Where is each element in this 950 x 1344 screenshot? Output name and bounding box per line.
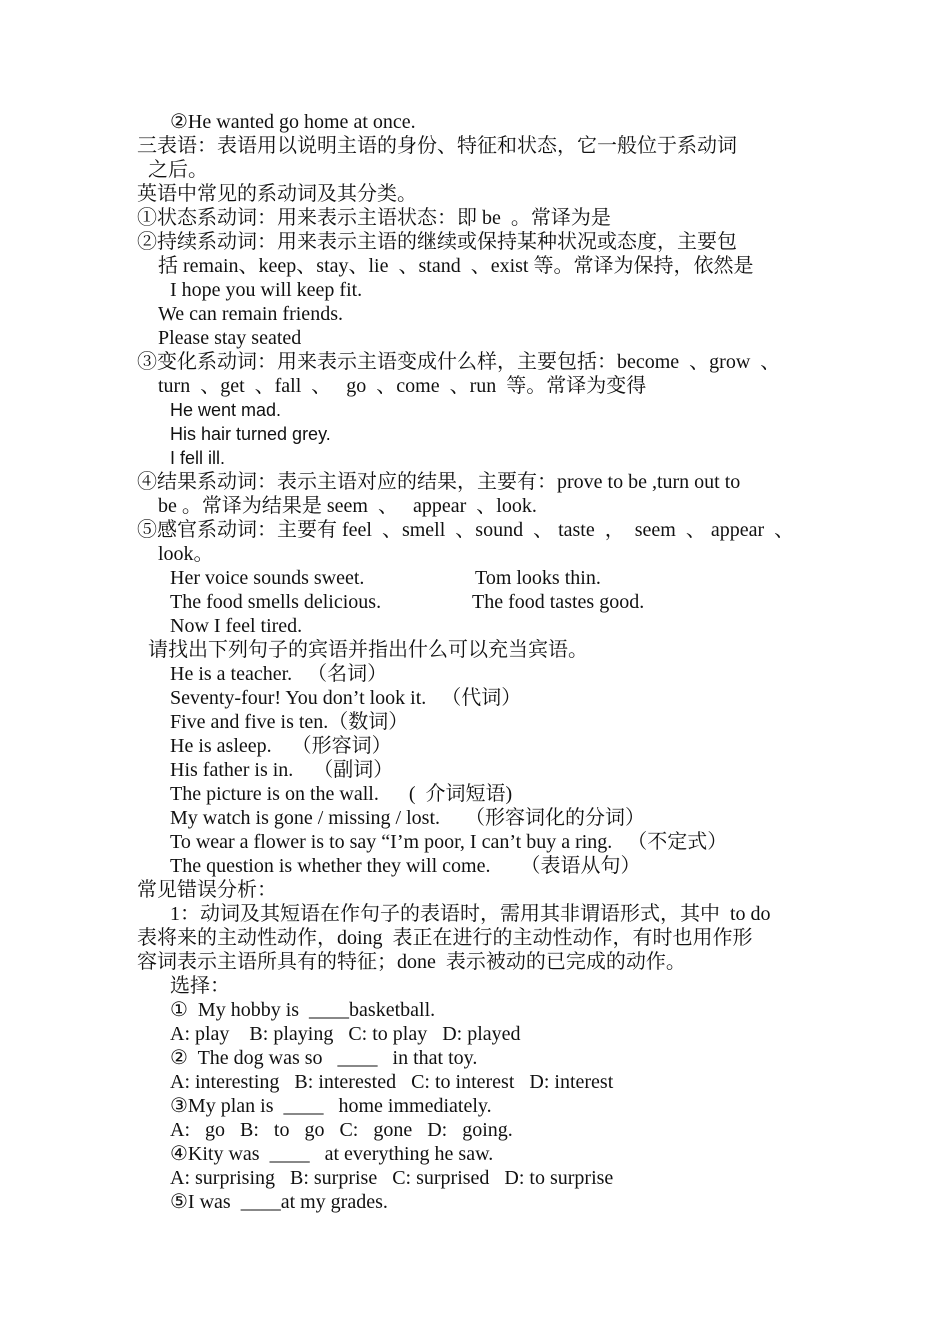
text-line: A: play B: playing C: to play D: played xyxy=(170,1023,521,1045)
text-line: A: go B: to go C: gone D: going. xyxy=(170,1119,513,1141)
text-line: ③My plan is ____ home immediately. xyxy=(170,1095,492,1117)
text-line: He is asleep. （形容词） xyxy=(170,735,392,757)
text-line: He went mad. xyxy=(170,400,282,420)
text-line: Now I feel tired. xyxy=(170,615,303,637)
text-line: 之后。 xyxy=(148,159,208,181)
text-line: His hair turned grey. xyxy=(170,424,331,444)
text-line: 常见错误分析： xyxy=(137,879,277,901)
text-line: ④Kity was ____ at everything he saw. xyxy=(170,1143,494,1165)
text-line: I hope you will keep fit. xyxy=(170,279,363,301)
text-line: The food smells delicious. xyxy=(170,591,382,613)
text-line: ②He wanted go home at once. xyxy=(170,111,416,133)
text-line: ⑤感官系动词：主要有 feel 、smell 、sound 、 taste ， seem 、 appear 、 xyxy=(137,519,795,541)
text-line: Tom looks thin. xyxy=(475,567,601,589)
text-line: 三表语：表语用以说明主语的身份、特征和状态，它一般位于系动词 xyxy=(137,135,737,157)
text-line: be 。常译为结果是 seem 、 appear 、look. xyxy=(158,495,537,517)
text-line: ④结果系动词：表示主语对应的结果，主要有：prove to be ,turn out to xyxy=(137,471,741,493)
text-line: ③变化系动词：用来表示主语变成什么样，主要包括：become 、grow 、 xyxy=(137,351,781,373)
text-line: 1：动词及其短语在作句子的表语时，需用其非谓语形式，其中 to do xyxy=(170,903,771,925)
text-line: A: interesting B: interested C: to interest D: interest xyxy=(170,1071,614,1093)
text-line: 括 remain、keep、stay、lie 、stand 、exist 等。常译为保持，依然是 xyxy=(158,255,754,277)
text-line: ① My hobby is ____basketball. xyxy=(170,999,436,1021)
text-line: I fell ill. xyxy=(170,448,226,468)
text-line: My watch is gone / missing / lost. （形容词化的分词） xyxy=(170,807,645,829)
text-line: 容词表示主语所具有的特征；done 表示被动的已完成的动作。 xyxy=(137,951,686,973)
text-line: The food tastes good. xyxy=(472,591,645,613)
text-line: 英语中常见的系动词及其分类。 xyxy=(137,183,417,205)
text-line: 请找出下列句子的宾语并指出什么可以充当宾语。 xyxy=(148,639,588,661)
text-line: A: surprising B: surprise C: surprised D: to surprise xyxy=(170,1167,614,1189)
text-line: Seventy-four! You don’t look it. （代词） xyxy=(170,687,522,709)
text-line: Her voice sounds sweet. xyxy=(170,567,365,589)
text-line: ②持续系动词：用来表示主语的继续或保持某种状况或态度，主要包 xyxy=(137,231,737,253)
text-line: ①状态系动词：用来表示主语状态：即 be 。常译为是 xyxy=(137,207,611,229)
text-line: ② The dog was so ____ in that toy. xyxy=(170,1047,478,1069)
text-line: We can remain friends. xyxy=(158,303,343,325)
text-line: 表将来的主动性动作，doing 表正在进行的主动性动作，有时也用作形 xyxy=(137,927,753,949)
text-line: look。 xyxy=(158,543,214,565)
text-line: The picture is on the wall. ( 介词短语) xyxy=(170,783,513,805)
text-line: His father is in. （副词） xyxy=(170,759,394,781)
text-line: 选择： xyxy=(170,975,230,997)
text-line: The question is whether they will come. （表语从句） xyxy=(170,855,641,877)
text-line: He is a teacher. （名词） xyxy=(170,663,388,685)
text-line: turn 、get 、fall 、 go 、come 、run 等。常译为变得 xyxy=(158,375,647,397)
text-line: To wear a flower is to say “I’m poor, I can’t buy a ring. （不定式） xyxy=(170,831,728,853)
text-line: ⑤I was ____at my grades. xyxy=(170,1191,388,1213)
text-line: Please stay seated xyxy=(158,327,302,349)
text-line: Five and five is ten.（数词） xyxy=(170,711,409,733)
